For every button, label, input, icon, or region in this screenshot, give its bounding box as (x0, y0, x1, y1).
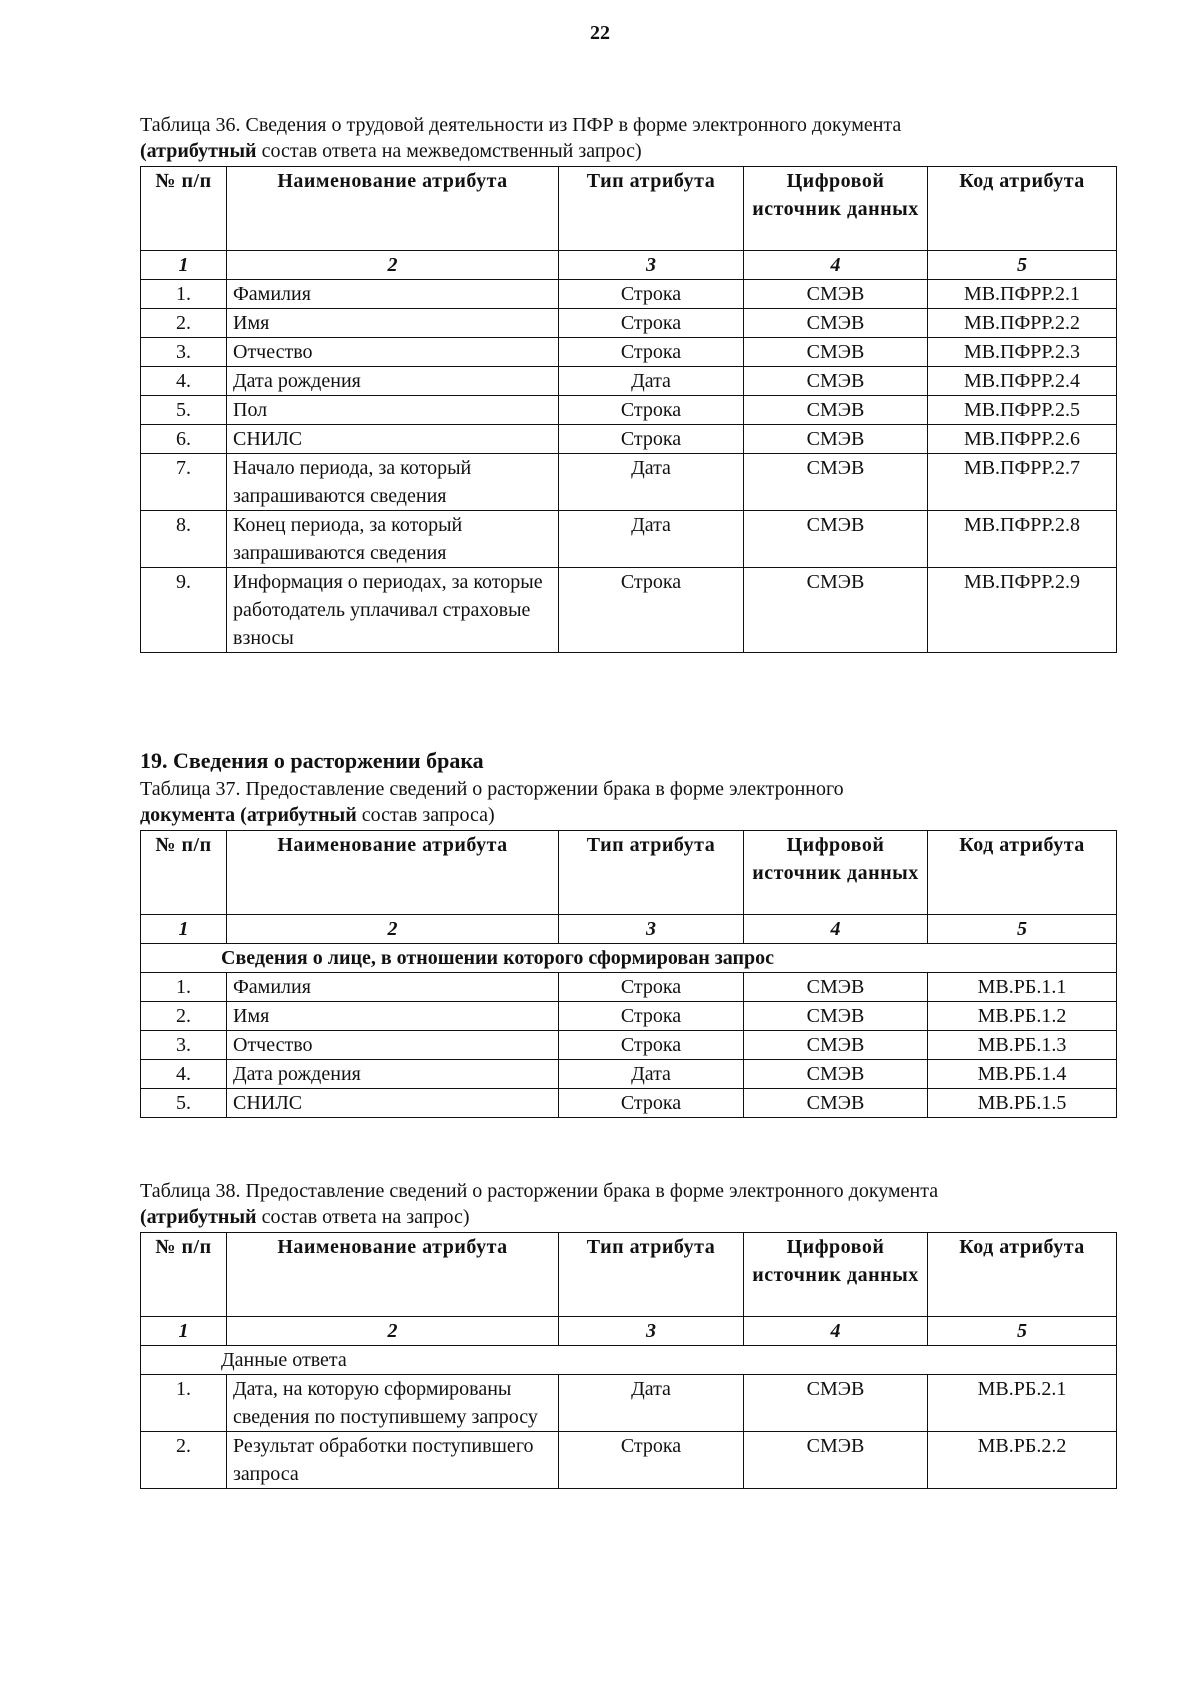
table-36-caption-bold: (атрибутный (140, 140, 257, 162)
attribute-code: МВ.ПФРР.2.1 (928, 280, 1117, 309)
header-source: Цифровой источник данных (744, 167, 928, 251)
row-number: 2. (141, 1432, 227, 1489)
attribute-code: МВ.РБ.1.1 (928, 973, 1117, 1002)
table-37 (140, 830, 1117, 1118)
table-37-number-row (141, 915, 1117, 944)
attribute-code: МВ.РБ.1.5 (928, 1089, 1117, 1118)
header-code: Код атрибута (928, 167, 1117, 251)
col-number: 1 (141, 915, 227, 944)
table-36 (140, 166, 1117, 653)
table-row (141, 1002, 1117, 1031)
table-38-header-row (141, 1233, 1117, 1317)
attribute-code: МВ.РБ.1.4 (928, 1060, 1117, 1089)
table-36-header-row (141, 167, 1117, 251)
data-source: СМЭВ (744, 1002, 928, 1031)
table-row (141, 1060, 1117, 1089)
attribute-name: Отчество (227, 1031, 559, 1060)
header-type: Тип атрибута (559, 831, 744, 915)
table-row (141, 454, 1117, 511)
row-number: 5. (141, 396, 227, 425)
attribute-type: Дата (559, 1060, 744, 1089)
row-number: 9. (141, 568, 227, 653)
attribute-type: Строка (559, 309, 744, 338)
data-source: СМЭВ (744, 425, 928, 454)
header-type: Тип атрибута (559, 167, 744, 251)
row-number: 4. (141, 367, 227, 396)
attribute-name: Фамилия (227, 280, 559, 309)
table-38-caption-rest: состав ответа на запрос) (256, 1206, 470, 1228)
attribute-code: МВ.ПФРР.2.2 (928, 309, 1117, 338)
attribute-type: Строка (559, 568, 744, 653)
table-row (141, 511, 1117, 568)
data-source: СМЭВ (744, 396, 928, 425)
col-number: 1 (141, 251, 227, 280)
data-source: СМЭВ (744, 511, 928, 568)
header-code: Код атрибута (928, 1233, 1117, 1317)
attribute-type: Дата (559, 1375, 744, 1432)
table-row (141, 1031, 1117, 1060)
table-38-number-row (141, 1317, 1117, 1346)
header-name: Наименование атрибута (227, 831, 559, 915)
row-number: 3. (141, 338, 227, 367)
table-37-group-row (141, 944, 1117, 973)
table-row (141, 367, 1117, 396)
header-name: Наименование атрибута (227, 167, 559, 251)
attribute-type: Строка (559, 1089, 744, 1118)
attribute-name: Информация о периодах, за которые работодатель уплачивал страховые взносы (227, 568, 559, 653)
data-source: СМЭВ (744, 1375, 928, 1432)
table-37-caption (140, 776, 1116, 828)
attribute-code: МВ.РБ.2.1 (928, 1375, 1117, 1432)
attribute-name: СНИЛС (227, 425, 559, 454)
col-number: 4 (744, 1317, 928, 1346)
attribute-name: Имя (227, 309, 559, 338)
section-19-title: 19. Сведения о расторжении брака (140, 748, 484, 773)
attribute-code: МВ.РБ.1.3 (928, 1031, 1117, 1060)
table-37-header-row (141, 831, 1117, 915)
header-num: № п/п (141, 1233, 227, 1317)
table-38 (140, 1232, 1117, 1489)
attribute-name: Конец периода, за который запрашиваются сведения (227, 511, 559, 568)
row-number: 5. (141, 1089, 227, 1118)
attribute-name: Дата, на которую сформированы сведения по поступившему запросу (227, 1375, 559, 1432)
attribute-type: Строка (559, 425, 744, 454)
table-row (141, 973, 1117, 1002)
table-row (141, 1089, 1117, 1118)
attribute-name: Результат обработки поступившего запроса (227, 1432, 559, 1489)
col-number: 4 (744, 251, 928, 280)
attribute-code: МВ.ПФРР.2.3 (928, 338, 1117, 367)
row-number: 8. (141, 511, 227, 568)
table-row (141, 396, 1117, 425)
data-source: СМЭВ (744, 973, 928, 1002)
data-source: СМЭВ (744, 568, 928, 653)
attribute-type: Дата (559, 454, 744, 511)
data-source: СМЭВ (744, 1089, 928, 1118)
attribute-type: Строка (559, 1432, 744, 1489)
data-source: СМЭВ (744, 1432, 928, 1489)
attribute-code: МВ.РБ.2.2 (928, 1432, 1117, 1489)
row-number: 3. (141, 1031, 227, 1060)
attribute-name: Пол (227, 396, 559, 425)
table-37-caption-bold: документа (атрибутный (140, 804, 357, 826)
table-38-caption-bold: (атрибутный (140, 1206, 257, 1228)
table-row (141, 338, 1117, 367)
col-number: 5 (928, 1317, 1117, 1346)
header-source: Цифровой источник данных (744, 1233, 928, 1317)
attribute-name: Имя (227, 1002, 559, 1031)
attribute-type: Дата (559, 367, 744, 396)
table-38-caption (140, 1178, 1116, 1230)
row-number: 2. (141, 1002, 227, 1031)
table-36-caption-line1: Таблица 36. Сведения о трудовой деятельности из ПФР в форме электронного документа (140, 114, 902, 136)
table-row (141, 568, 1117, 653)
attribute-name: Фамилия (227, 973, 559, 1002)
attribute-name: Отчество (227, 338, 559, 367)
row-number: 7. (141, 454, 227, 511)
col-number: 1 (141, 1317, 227, 1346)
page-number: 22 (590, 22, 610, 44)
col-number: 4 (744, 915, 928, 944)
table-37-caption-rest: состав запроса) (356, 804, 495, 826)
table-row (141, 280, 1117, 309)
data-source: СМЭВ (744, 367, 928, 396)
col-number: 3 (559, 915, 744, 944)
attribute-code: МВ.ПФРР.2.9 (928, 568, 1117, 653)
col-number: 2 (227, 1317, 559, 1346)
attribute-type: Дата (559, 511, 744, 568)
table-36-caption-rest: состав ответа на межведомственный запрос) (256, 140, 642, 162)
attribute-type: Строка (559, 973, 744, 1002)
attribute-type: Строка (559, 396, 744, 425)
table-38-caption-line1: Таблица 38. Предоставление сведений о расторжении брака в форме электронного документа (140, 1180, 939, 1202)
table-36-caption (140, 112, 1116, 164)
table-row (141, 1432, 1117, 1489)
table-row (141, 309, 1117, 338)
attribute-code: МВ.ПФРР.2.6 (928, 425, 1117, 454)
attribute-type: Строка (559, 1031, 744, 1060)
group-label: Данные ответа (141, 1346, 1117, 1375)
col-number: 2 (227, 915, 559, 944)
col-number: 2 (227, 251, 559, 280)
table-row (141, 1375, 1117, 1432)
data-source: СМЭВ (744, 280, 928, 309)
header-name: Наименование атрибута (227, 1233, 559, 1317)
row-number: 6. (141, 425, 227, 454)
attribute-type: Строка (559, 338, 744, 367)
col-number: 5 (928, 251, 1117, 280)
attribute-name: Дата рождения (227, 1060, 559, 1089)
row-number: 2. (141, 309, 227, 338)
data-source: СМЭВ (744, 309, 928, 338)
row-number: 1. (141, 1375, 227, 1432)
attribute-code: МВ.ПФРР.2.4 (928, 367, 1117, 396)
row-number: 4. (141, 1060, 227, 1089)
col-number: 5 (928, 915, 1117, 944)
header-code: Код атрибута (928, 831, 1117, 915)
header-type: Тип атрибута (559, 1233, 744, 1317)
header-num: № п/п (141, 167, 227, 251)
attribute-code: МВ.ПФРР.2.8 (928, 511, 1117, 568)
attribute-code: МВ.ПФРР.2.7 (928, 454, 1117, 511)
col-number: 3 (559, 1317, 744, 1346)
attribute-code: МВ.РБ.1.2 (928, 1002, 1117, 1031)
data-source: СМЭВ (744, 1060, 928, 1089)
header-source: Цифровой источник данных (744, 831, 928, 915)
row-number: 1. (141, 280, 227, 309)
data-source: СМЭВ (744, 454, 928, 511)
attribute-type: Строка (559, 280, 744, 309)
data-source: СМЭВ (744, 1031, 928, 1060)
data-source: СМЭВ (744, 338, 928, 367)
row-number: 1. (141, 973, 227, 1002)
attribute-code: МВ.ПФРР.2.5 (928, 396, 1117, 425)
table-38-group-row (141, 1346, 1117, 1375)
attribute-name: Дата рождения (227, 367, 559, 396)
header-num: № п/п (141, 831, 227, 915)
table-36-number-row (141, 251, 1117, 280)
attribute-type: Строка (559, 1002, 744, 1031)
table-row (141, 425, 1117, 454)
group-label: Сведения о лице, в отношении которого сформирован запрос (141, 944, 1117, 973)
attribute-name: Начало периода, за который запрашиваются сведения (227, 454, 559, 511)
attribute-name: СНИЛС (227, 1089, 559, 1118)
col-number: 3 (559, 251, 744, 280)
table-37-caption-line1: Таблица 37. Предоставление сведений о расторжении брака в форме электронного (140, 778, 844, 800)
